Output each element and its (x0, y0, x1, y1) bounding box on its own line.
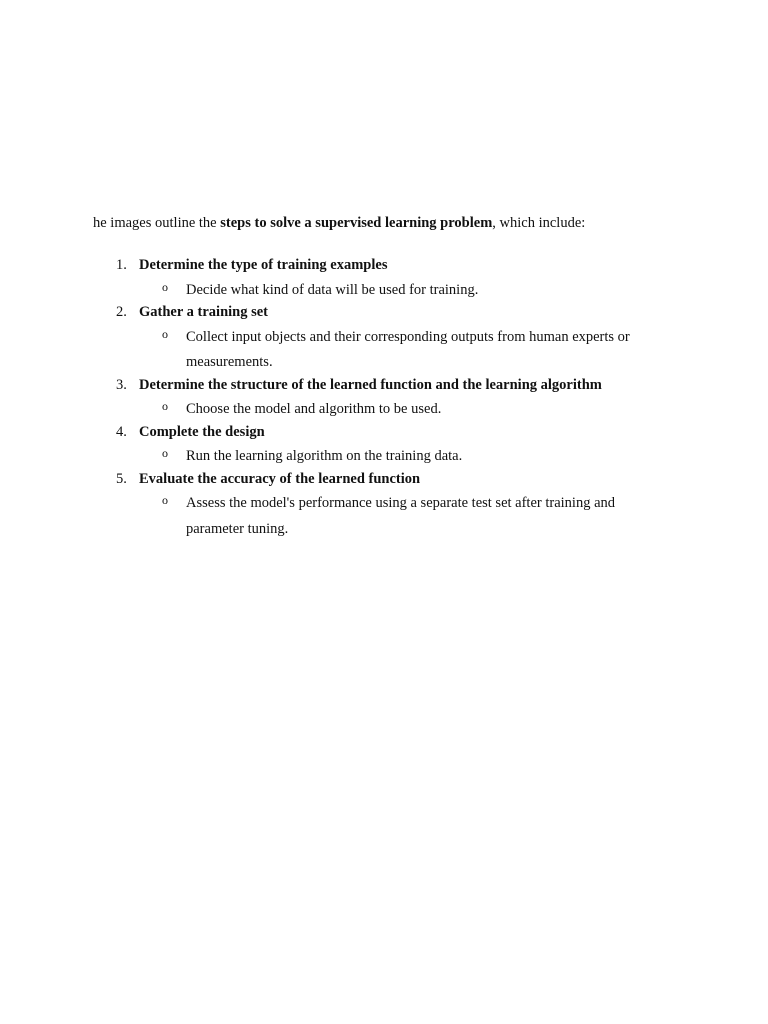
step-item (0, 470, 768, 543)
step-title: Gather a training set (139, 304, 269, 320)
step-title: Determine the structure of the learned function and the learning algorithm (139, 376, 602, 393)
step-item (0, 303, 768, 376)
steps-list (0, 256, 768, 542)
step-item (0, 256, 768, 303)
step-detail-text: Decide what kind of data will be used for training. (186, 281, 479, 298)
step-detail-text: Collect input objects and their corresponding outputs from human experts or measurements. (186, 328, 630, 370)
intro-suffix: , which include: (492, 215, 586, 231)
intro-bold-phrase: steps to solve a supervised learning problem (220, 215, 493, 231)
step-detail-text: Assess the model's performance using a separate test set after training and parameter tuning. (186, 495, 616, 537)
step-number: 2. (116, 304, 127, 320)
bullet-icon: o (162, 399, 168, 413)
step-detail (0, 491, 768, 542)
step-detail (0, 397, 768, 423)
step-number: 4. (116, 423, 127, 440)
step-detail (0, 278, 768, 304)
step-number: 1. (116, 257, 127, 273)
step-detail (0, 325, 768, 376)
intro-paragraph (93, 214, 733, 232)
step-detail-text: Run the learning algorithm on the training data. (186, 448, 463, 464)
step-item (0, 423, 768, 470)
bullet-icon: o (162, 493, 168, 507)
step-title: Evaluate the accuracy of the learned function (139, 470, 421, 487)
step-detail (0, 444, 768, 470)
step-number: 5. (116, 470, 127, 487)
step-number: 3. (116, 376, 127, 393)
bullet-icon: o (162, 326, 168, 341)
step-title: Determine the type of training examples (139, 257, 388, 273)
step-detail-text: Choose the model and algorithm to be used. (186, 401, 442, 417)
bullet-icon: o (162, 446, 168, 460)
intro-prefix: he images outline the (93, 215, 221, 231)
step-item (0, 376, 768, 423)
bullet-icon: o (162, 279, 168, 294)
step-title: Complete the design (139, 423, 265, 440)
